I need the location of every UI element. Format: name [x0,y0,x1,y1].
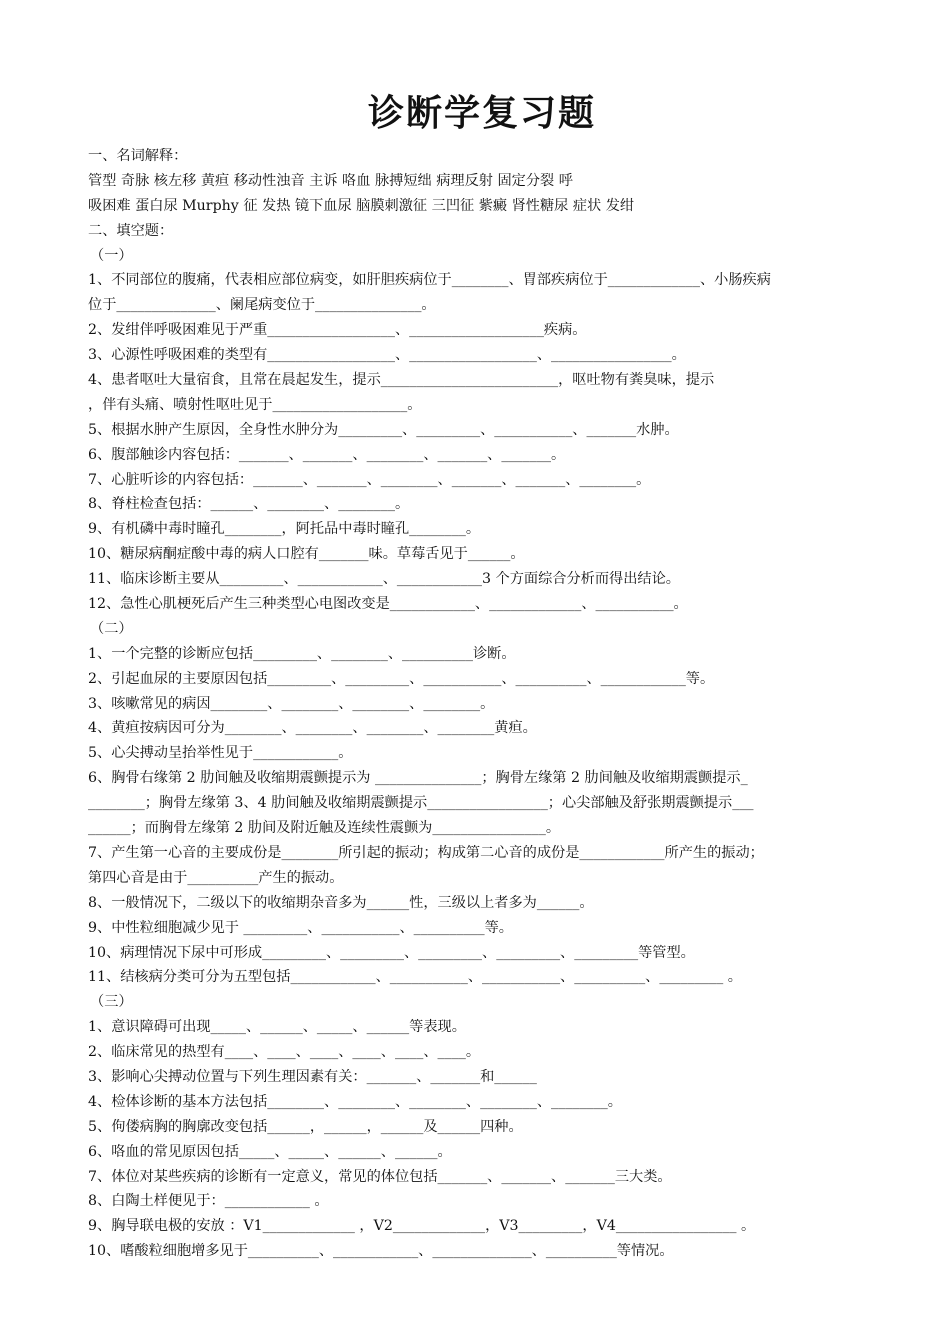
question-line: 6、咯血的常见原因包括_____、_____、______、______。 [88,1143,452,1160]
term-list: 管型 奇脉 核左移 黄疸 移动性浊音 主诉 咯血 脉搏短绌 病理反射 固定分裂 呼 [88,172,573,189]
question-line: 9、有机磷中毒时瞳孔________，阿托品中毒时瞳孔________。 [88,521,481,538]
question-line: 7、产生第一心音的主要成份是________所引起的振动；构成第二心音的成份是____________所产生的振动； [88,844,764,861]
question-line: 5、心尖搏动呈抬举性见于____________。 [88,745,353,762]
question-line: 5、佝偻病胸的胸廓改变包括______，______，______及______四种。 [88,1118,523,1135]
question-line: 7、体位对某些疾病的诊断有一定意义，常见的体位包括_______、_______、_______三大类。 [88,1168,672,1185]
question-line: 4、检体诊断的基本方法包括________、________、________、________、________。 [88,1093,622,1110]
question-line: 6、腹部触诊内容包括：_______、_______、________、_______、_______。 [88,446,566,463]
question-line: 4、黄疸按病因可分为________、________、________、________黄疸。 [88,720,537,737]
question-line: 9、中性粒细胞减少见于 _________、___________、__________等。 [88,919,513,936]
question-line: ________；胸骨左缘第 3、4 肋间触及收缩期震颤提示_________________；心尖部触及舒张期震颤提示___ [88,795,754,812]
question-line: 12、急性心肌梗死后产生三种类型心电图改变是____________、_____________、___________。 [88,596,688,613]
question-line: 3、影响心尖搏动位置与下列生理因素有关：_______、_______和______ [88,1068,537,1085]
question-line: 2、引起血尿的主要原因包括_________、_________、___________、__________、____________等。 [88,670,715,687]
question-line: 4、患者呕吐大量宿食，且常在晨起发生，提示_________________________，呕吐物有粪臭味，提示 [88,372,715,389]
subsection-heading: （二） [90,620,133,637]
question-line: 8、白陶土样便见于：____________ 。 [88,1193,329,1210]
section-heading: 一、名词解释： [88,148,188,164]
question-line: 11、结核病分类可分为五型包括____________、___________、___________、__________、_________ 。 [88,969,742,986]
question-line: 7、心脏听诊的内容包括：_______、_______、________、_______、_______、________。 [88,471,651,488]
question-line: 8、脊柱检查包括：______、________、________。 [88,496,410,513]
subsection-heading: （一） [90,247,133,264]
document-page [88,92,866,1264]
question-line: 10、病理情况下尿中可形成_________、_________、_________、_________、_________等管型。 [88,944,695,961]
question-line: 1、不同部位的腹痛，代表相应部位病变，如肝胆疾病位于________、胃部疾病位于_____________、小肠疾病 [88,272,771,289]
question-line: 10、糖尿病酮症酸中毒的病人口腔有_______味。草莓舌见于______。 [88,546,525,563]
subsection-heading: （三） [90,994,133,1011]
section-heading: 二、填空题： [88,222,174,239]
term-list: 吸困难 蛋白尿 Murphy 征 发热 镜下血尿 脑膜刺激征 三凹征 紫癜 肾性糖尿 症状 发绀 [88,197,635,214]
question-line: 2、发绀伴呼吸困难见于严重__________________、___________________疾病。 [88,322,587,339]
question-line: 3、心源性呼吸困难的类型有__________________、__________________、_________________。 [88,347,686,364]
question-line: 2、临床常见的热型有____、____、____、____、____、____。 [88,1044,481,1061]
question-line: 位于______________、阑尾病变位于_______________。 [88,297,436,314]
question-line: 11、临床诊断主要从_________、____________、____________3 个方面综合分析而得出结论。 [88,571,680,588]
question-line: 第四心音是由于__________产生的振动。 [88,869,344,886]
question-line: 8、一般情况下，二级以下的收缩期杂音多为______性，三级以上者多为______。 [88,894,594,911]
question-line: 1、意识障碍可出现_____、______、_____、______等表现。 [88,1019,466,1036]
question-line: 6、胸骨右缘第 2 肋间触及收缩期震颤提示为 _______________；胸骨左缘第 2 肋间触及收缩期震颤提示_ [88,770,748,787]
question-line: 5、根据水肿产生原因，全身性水肿分为_________、_________、___________、_______水肿。 [88,421,679,438]
question-line: 10、嗜酸粒细胞增多见于__________、____________、______________、__________等情况。 [88,1243,674,1260]
question-line: ，伴有头痛、喷射性呕吐见于___________________。 [88,396,422,413]
question-line: 9、胸导联电极的安放 ：V1_____________ ，V2_____________，V3_________，V4_________________ 。 [88,1218,756,1235]
question-line: 1、一个完整的诊断应包括_________、________、__________诊断。 [88,645,516,662]
page-title: 诊断学复习题 [367,93,596,134]
question-line: ______；而胸骨左缘第 2 肋间及附近触及连续性震颤为________________。 [88,820,561,837]
question-line: 3、咳嗽常见的病因________、________、________、________。 [88,695,495,712]
